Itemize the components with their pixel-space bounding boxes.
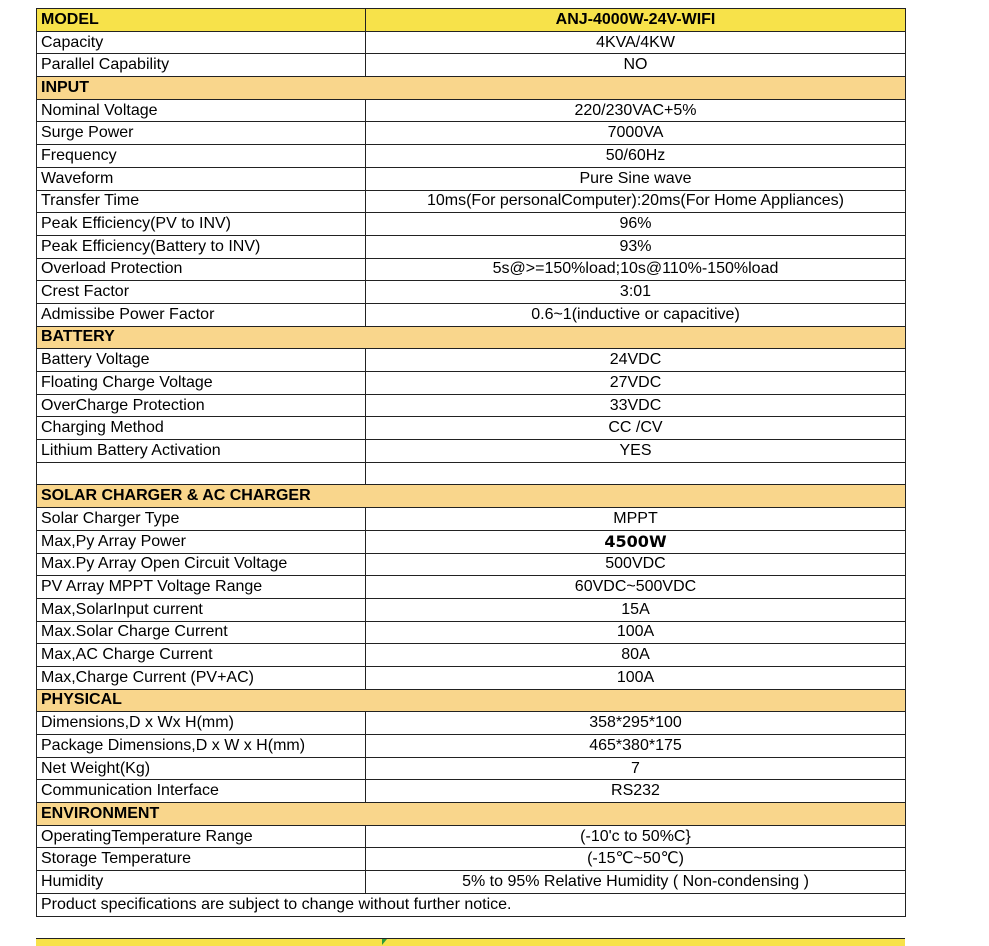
- spec-label: Charging Method: [37, 417, 366, 440]
- spec-label: Frequency: [37, 145, 366, 168]
- spec-label: Communication Interface: [37, 780, 366, 803]
- spec-value: 96%: [366, 213, 906, 236]
- spec-value: CC /CV: [366, 417, 906, 440]
- spec-label: OverCharge Protection: [37, 394, 366, 417]
- spec-row: [37, 167, 906, 190]
- cell-marker-icon: [382, 939, 387, 945]
- spec-row: [37, 644, 906, 667]
- spec-row: [37, 54, 906, 77]
- spec-row: [37, 780, 906, 803]
- spec-value: 93%: [366, 235, 906, 258]
- spec-label: Capacity: [37, 31, 366, 54]
- spec-label: Waveform: [37, 167, 366, 190]
- spec-label: Solar Charger Type: [37, 508, 366, 531]
- spec-label: Crest Factor: [37, 281, 366, 304]
- spec-label: PV Array MPPT Voltage Range: [37, 576, 366, 599]
- spec-label: Admissibe Power Factor: [37, 303, 366, 326]
- spec-value: 7000VA: [366, 122, 906, 145]
- spec-value: (-10'c to 50%C}: [366, 825, 906, 848]
- spec-value: 0.6~1(inductive or capacitive): [366, 303, 906, 326]
- spec-row: [37, 372, 906, 395]
- section-header-solar: [37, 485, 906, 508]
- spec-row: [37, 666, 906, 689]
- spec-value: 10ms(For personalComputer):20ms(For Home Appliances): [366, 190, 906, 213]
- model-label: MODEL: [37, 9, 366, 32]
- spec-value: 358*295*100: [366, 712, 906, 735]
- section-header-input: [37, 77, 906, 100]
- spec-value: Pure Sine wave: [366, 167, 906, 190]
- spec-label: Max,Charge Current (PV+AC): [37, 666, 366, 689]
- spec-row: [37, 735, 906, 758]
- spec-row: [37, 417, 906, 440]
- footer-note: Product specifications are subject to change without further notice.: [37, 893, 906, 916]
- footer-row: [37, 893, 906, 916]
- spec-value: MPPT: [366, 508, 906, 531]
- section-title: ENVIRONMENT: [37, 803, 906, 826]
- spec-label: Overload Protection: [37, 258, 366, 281]
- spec-table: [36, 8, 906, 917]
- spec-label: Peak Efficiency(Battery to INV): [37, 235, 366, 258]
- spec-label: Lithium Battery Activation: [37, 440, 366, 463]
- section-header-physical: [37, 689, 906, 712]
- spec-row: [37, 258, 906, 281]
- spec-value: YES: [366, 440, 906, 463]
- spec-value: 60VDC~500VDC: [366, 576, 906, 599]
- model-row: [37, 9, 906, 32]
- spec-row: [37, 122, 906, 145]
- spec-row: [37, 825, 906, 848]
- spec-value: (-15℃~50℃): [366, 848, 906, 871]
- spec-row: [37, 621, 906, 644]
- spec-row: [37, 712, 906, 735]
- spec-label: Surge Power: [37, 122, 366, 145]
- section-title: PHYSICAL: [37, 689, 906, 712]
- spec-row: [37, 99, 906, 122]
- spec-value: 100A: [366, 666, 906, 689]
- spec-label: Max,SolarInput current: [37, 598, 366, 621]
- model-value: ANJ-4000W-24V-WIFI: [366, 9, 906, 32]
- spec-row: [37, 848, 906, 871]
- spec-label: Battery Voltage: [37, 349, 366, 372]
- spec-value: RS232: [366, 780, 906, 803]
- spec-value: 50/60Hz: [366, 145, 906, 168]
- spec-value: 27VDC: [366, 372, 906, 395]
- spec-value: 4KVA/4KW: [366, 31, 906, 54]
- spec-value: 100A: [366, 621, 906, 644]
- spec-label: Dimensions,D x Wx H(mm): [37, 712, 366, 735]
- spec-label: Net Weight(Kg): [37, 757, 366, 780]
- spec-label: Storage Temperature: [37, 848, 366, 871]
- spec-value: 15A: [366, 598, 906, 621]
- section-header-environment: [37, 803, 906, 826]
- spec-row: [37, 235, 906, 258]
- spec-label: Parallel Capability: [37, 54, 366, 77]
- spec-row: [37, 576, 906, 599]
- spec-row: [37, 303, 906, 326]
- spec-row: [37, 757, 906, 780]
- spec-row: [37, 598, 906, 621]
- spec-row: [37, 394, 906, 417]
- spec-row: [37, 190, 906, 213]
- spec-value: 24VDC: [366, 349, 906, 372]
- spec-label: Max.Py Array Open Circuit Voltage: [37, 553, 366, 576]
- spec-row: [37, 553, 906, 576]
- spec-row: [37, 349, 906, 372]
- spec-row: [37, 213, 906, 236]
- spec-value: 465*380*175: [366, 735, 906, 758]
- spec-label: Max.Solar Charge Current: [37, 621, 366, 644]
- spec-label: OperatingTemperature Range: [37, 825, 366, 848]
- spec-row: [37, 871, 906, 894]
- spec-label: Humidity: [37, 871, 366, 894]
- spec-row: [37, 145, 906, 168]
- section-title: BATTERY: [37, 326, 906, 349]
- spec-value: NO: [366, 54, 906, 77]
- spec-value: 33VDC: [366, 394, 906, 417]
- spec-row: [37, 440, 906, 463]
- spec-label: Peak Efficiency(PV to INV): [37, 213, 366, 236]
- spec-label: Package Dimensions,D x W x H(mm): [37, 735, 366, 758]
- section-header-battery: [37, 326, 906, 349]
- spec-value: 5s@>=150%load;10s@110%-150%load: [366, 258, 906, 281]
- spec-value: 4500W: [366, 530, 906, 553]
- spec-value: 3:01: [366, 281, 906, 304]
- spec-label: Max,AC Charge Current: [37, 644, 366, 667]
- spec-row: [37, 530, 906, 553]
- spec-row: [37, 508, 906, 531]
- blank-row: [37, 462, 906, 485]
- spec-value: 7: [366, 757, 906, 780]
- spec-label: Transfer Time: [37, 190, 366, 213]
- spec-value: 220/230VAC+5%: [366, 99, 906, 122]
- section-title: SOLAR CHARGER & AC CHARGER: [37, 485, 906, 508]
- blank-cell: [37, 462, 366, 485]
- spec-value: 500VDC: [366, 553, 906, 576]
- blank-cell: [366, 462, 906, 485]
- spec-row: [37, 281, 906, 304]
- spec-value: 5% to 95% Relative Humidity ( Non-condensing ): [366, 871, 906, 894]
- spec-label: Max,Py Array Power: [37, 530, 366, 553]
- spec-value: 80A: [366, 644, 906, 667]
- section-title: INPUT: [37, 77, 906, 100]
- spec-label: Nominal Voltage: [37, 99, 366, 122]
- spec-label: Floating Charge Voltage: [37, 372, 366, 395]
- spec-row: [37, 31, 906, 54]
